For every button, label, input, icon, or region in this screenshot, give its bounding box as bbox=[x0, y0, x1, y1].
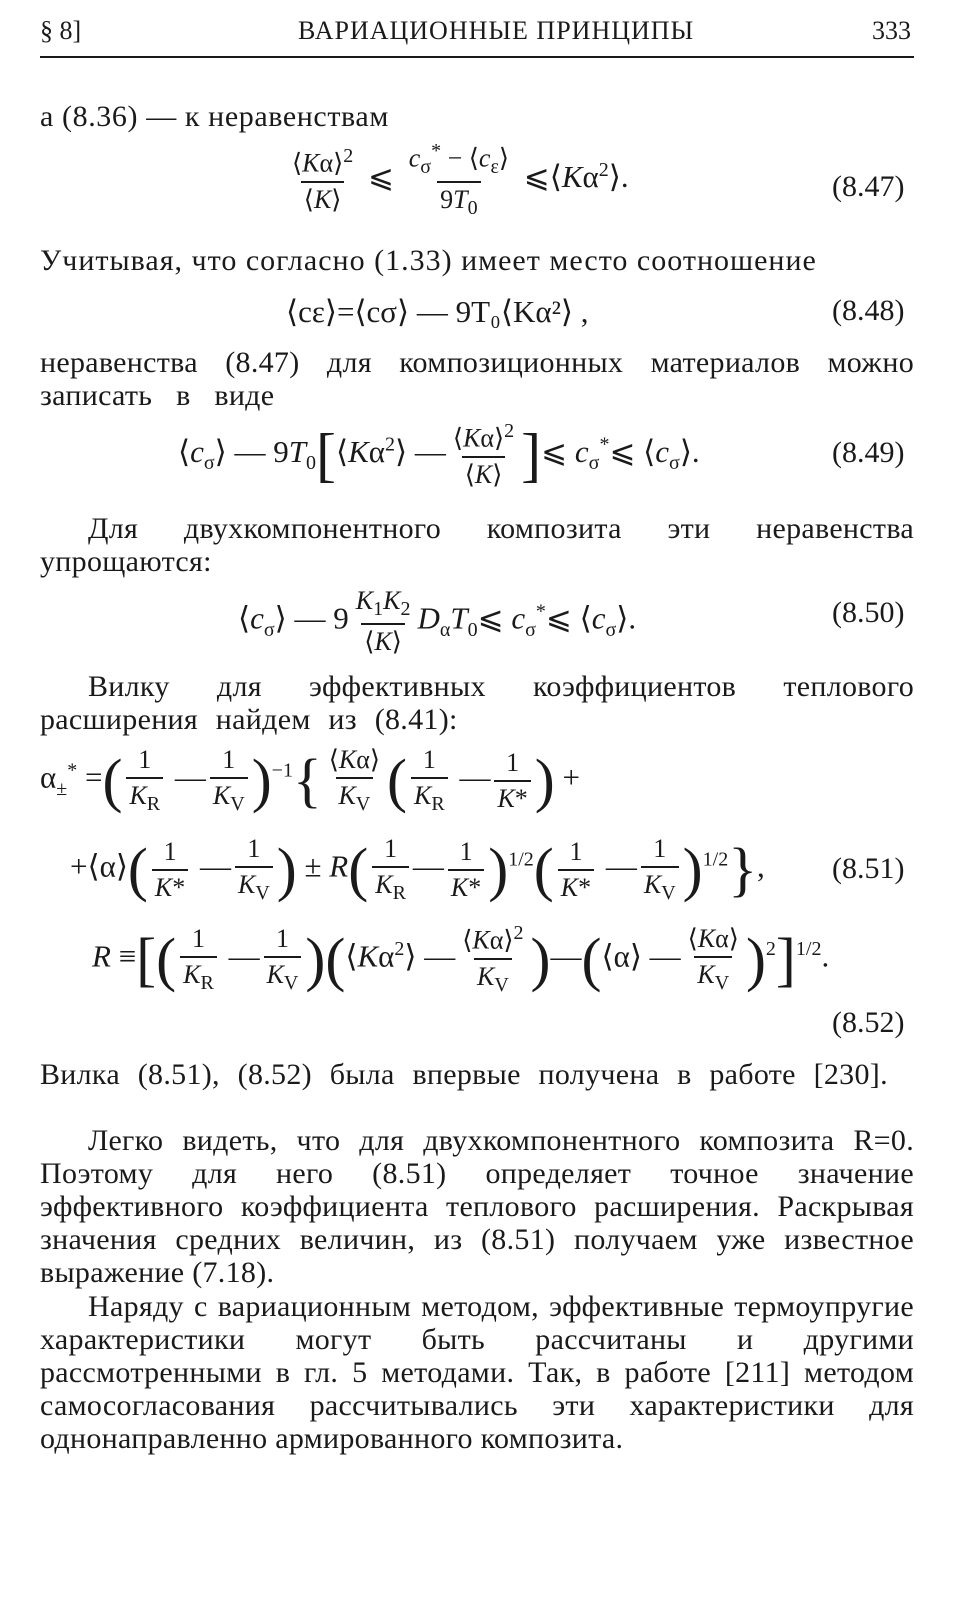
equation-number-8-50: (8.50) bbox=[832, 596, 905, 629]
paragraph-4: Вилку для эффективных коэффициентов теплового расширения найдем из (8.41): bbox=[40, 670, 914, 736]
section-ref: § 8] bbox=[40, 16, 82, 45]
intro-line: а (8.36) — к неравенствам bbox=[40, 100, 389, 133]
equation-8-49: $⟨c_\sigma⟩$ — $9T_0[⟨K\alpha^2⟩$ — $\frac{⟨K\alpha⟩^2}{⟨K⟩}$ ]⩽ $c_\sigma^*⩽$ $⟨c_\sigma⟩$. bbox=[178, 420, 700, 489]
equation-8-52: R ≡[( $\frac{1}{K_R}$ — $\frac{1}{K_V}$ )($⟨K\alpha^2⟩$ — $\frac{⟨K\alpha⟩^2}{K_V}$ )—(⟨α⟩ — $\frac{⟨K\alpha⟩}{K_V}$ )$^2$]$^{1/2}$. bbox=[92, 922, 830, 996]
paragraph-6: Легко видеть, что для двухкомпонентного композита R=0. Поэтому для него (8.51) определяет точное значение эффективного коэффициента теплового расширения. Раскрывая значения средних величин, из (8.51) получаем уже известное выражение (7.18). bbox=[40, 1124, 914, 1289]
equation-8-51-line-2: +⟨α⟩( $\frac{1}{K*}$ — $\frac{1}{K_V}$ ) ± R( $\frac{1}{K_R}$ — $\frac{1}{K*}$ )$^{1/2}$( $\frac{1}{K*}$ — $\frac{1}{K_V}$ )$^{1/2}$}, bbox=[70, 834, 765, 905]
page-number: 333 bbox=[872, 16, 911, 45]
equation-8-47: $\frac{⟨K\alpha⟩^2}{⟨K⟩}$ ⩽ $\frac{c_\sigma^* - ⟨c_\varepsilon⟩}{9T_0}$ $⩽⟨K\alpha^2⟩$. bbox=[292, 140, 629, 220]
paragraph-2: неравенства (8.47) для композиционных материалов можно записать в виде bbox=[40, 346, 914, 412]
paragraph-3: Для двухкомпонентного композита эти неравенства упрощаются: bbox=[40, 512, 914, 578]
paragraph-7: Наряду с вариационным методом, эффективные термоупругие характеристики могут быть рассчитаны и другими рассмотренными в гл. 5 методами. Так, в работе [211] методом самосогласования рассчитывались эти характеристики для однонаправленно армированного композита. bbox=[40, 1290, 914, 1455]
equation-number-8-47: (8.47) bbox=[832, 170, 905, 203]
equation-number-8-51: (8.51) bbox=[832, 852, 905, 885]
paragraph-1: Учитывая, что согласно (1.33) имеет место соотношение bbox=[40, 244, 817, 277]
equation-number-8-48: (8.48) bbox=[832, 294, 905, 327]
running-title: ВАРИАЦИОННЫЕ ПРИНЦИПЫ bbox=[298, 16, 695, 45]
paragraph-5: Вилка (8.51), (8.52) была впервые получена в работе [230]. bbox=[40, 1058, 888, 1091]
equation-8-51-line-1: $\alpha_\pm^*$ =( $\frac{1}{K_R}$ — $\frac{1}{K_V}$ )$^{-1}${ $\frac{⟨K\alpha⟩}{K_V}$ ( $\frac{1}{K_R}$ — $\frac{1}{K*}$ ) + bbox=[40, 745, 581, 816]
equation-8-50: $⟨c_\sigma⟩$ — 9 $\frac{K_1K_2}{⟨K⟩}$ $D_\alpha T_0⩽$ $c_\sigma^*⩽$ $⟨c_\sigma⟩$. bbox=[238, 586, 637, 657]
equation-8-48: ⟨cε⟩=⟨cσ⟩ — 9T₀⟨Kα²⟩ , bbox=[286, 294, 589, 329]
equation-number-8-49: (8.49) bbox=[832, 436, 905, 469]
header-rule bbox=[40, 56, 914, 58]
equation-number-8-52: (8.52) bbox=[832, 1006, 905, 1039]
